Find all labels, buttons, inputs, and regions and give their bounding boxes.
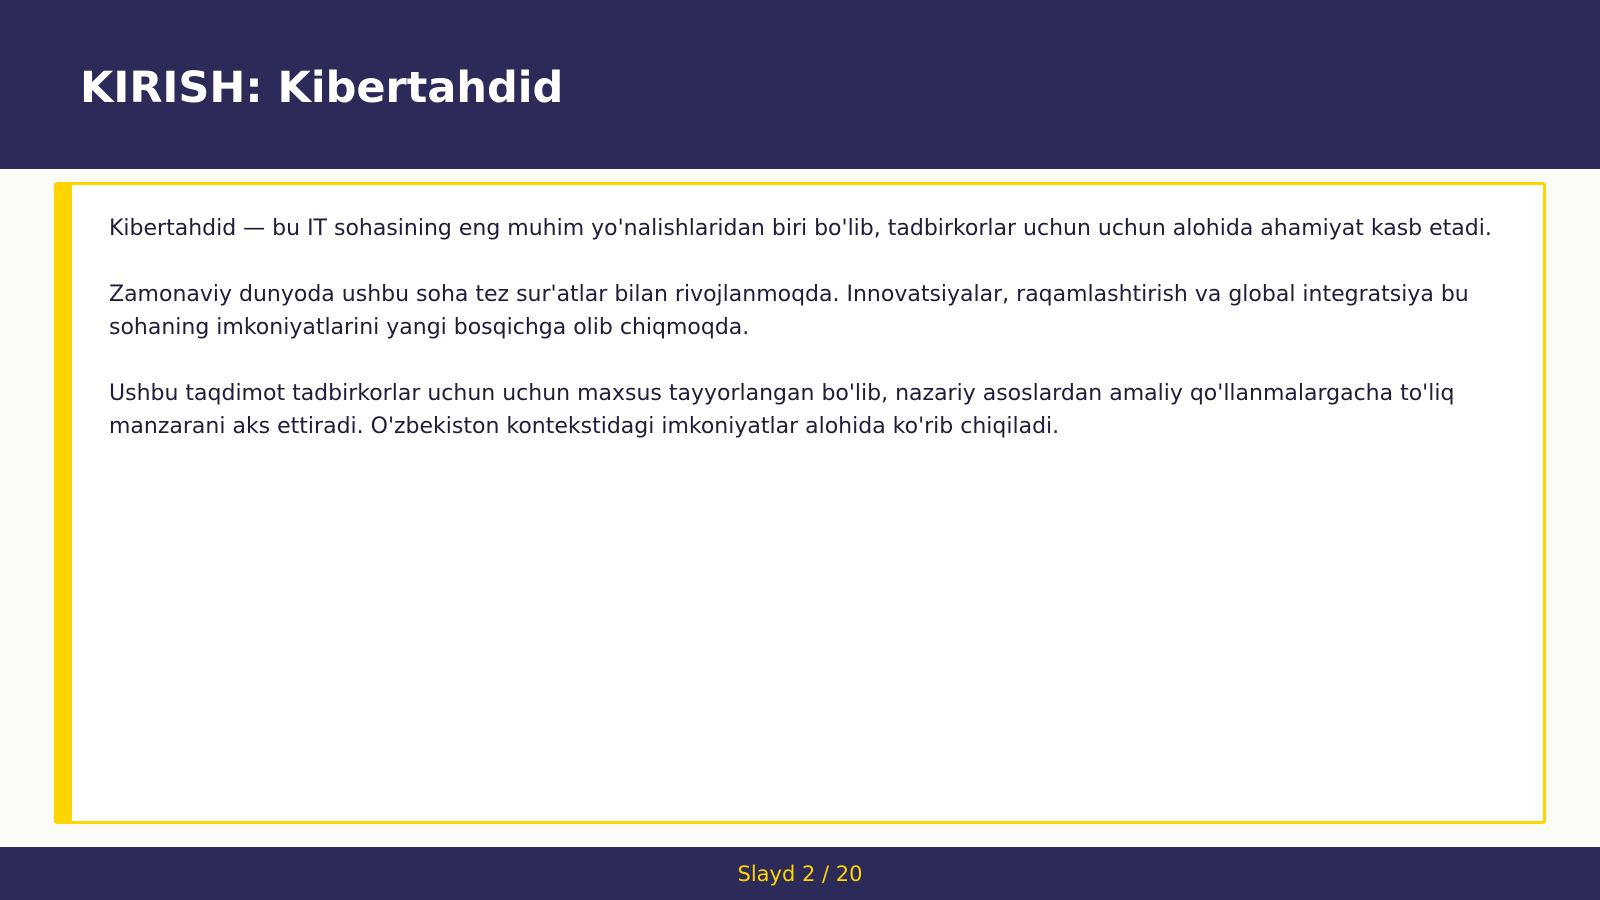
slide-header [0,0,1600,169]
slide-footer [0,847,1600,900]
slide-title: KIRISH: Kibertahdid [80,63,564,113]
content-card [54,182,1546,824]
paragraph-intro: Kibertahdid — bu IT sohasining eng muhim yo'nalishlaridan biri bo'lib, tadbirkorlar uchun uchun alohida ahamiyat kasb etadi. [109,216,1492,241]
content-text [109,212,1499,476]
slide-counter: Slayd 2 / 20 [737,861,863,886]
paragraph-presentation-scope: Ushbu taqdimot tadbirkorlar uchun uchun maxsus tayyorlangan bo'lib, nazariy asoslardan amaliy qo'llanmalargacha to'liq manzarani aks ettiradi. O'zbekiston kontekstidagi imkoniyatlar alohida ko'rib chiqiladi. [109,381,1455,439]
paragraph-modern-world: Zamonaviy dunyoda ushbu soha tez sur'atlar bilan rivojlanmoqda. Innovatsiyalar, raqamlashtirish va global integratsiya bu sohaning imkoniyatlarini yangi bosqichga olib chiqmoqda. [109,282,1469,340]
